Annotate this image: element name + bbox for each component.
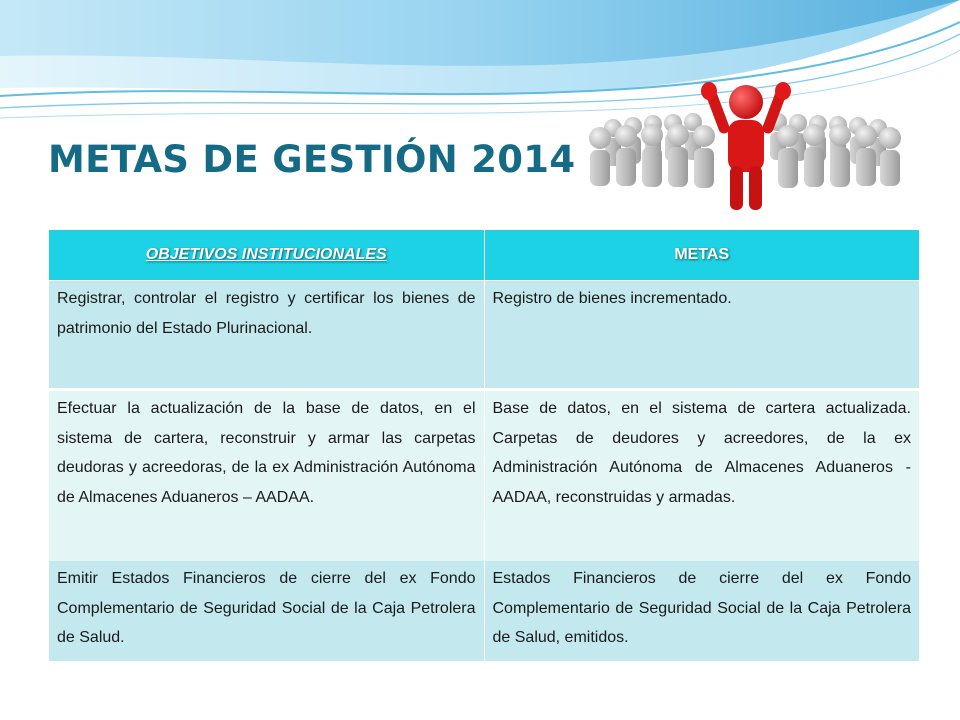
- objetivo-cell: Efectuar la actualización de la base de datos, en el sistema de cartera, reconstruir y armar las carpetas deudoras y acreedoras, de la ex Administración Autónoma de Almacenes Aduaneros – AADAA.: [49, 390, 485, 562]
- objetivo-cell: Registrar, controlar el registro y certificar los bienes de patrimonio del Estado Plurinacional.: [49, 281, 485, 390]
- meta-cell: Base de datos, en el sistema de cartera actualizada. Carpetas de deudores y acreedores, de la ex Administración Autónoma de Almacenes Aduaneros - AADAA, reconstruidas y armadas.: [484, 390, 920, 562]
- slide-title: METAS DE GESTIÓN 2014: [48, 138, 576, 181]
- table-row: [49, 281, 920, 390]
- header-objetivos-label: OBJETIVOS INSTITUCIONALES: [145, 246, 387, 263]
- meta-cell: Estados Financieros de cierre del ex Fondo Complementario de Seguridad Social de la Caja Petrolera de Salud, emitidos.: [484, 561, 920, 661]
- objetivo-cell: Emitir Estados Financieros de cierre del ex Fondo Complementario de Seguridad Social de la Caja Petrolera de Salud.: [49, 561, 485, 661]
- goals-table: [48, 229, 920, 661]
- header-metas: METAS: [484, 230, 920, 281]
- table-row: [49, 390, 920, 562]
- leader-figure-illustration: [578, 78, 910, 216]
- table-header-row: [49, 230, 920, 281]
- meta-cell: Registro de bienes incrementado.: [484, 281, 920, 390]
- table-row: [49, 561, 920, 661]
- header-objetivos: [49, 230, 485, 281]
